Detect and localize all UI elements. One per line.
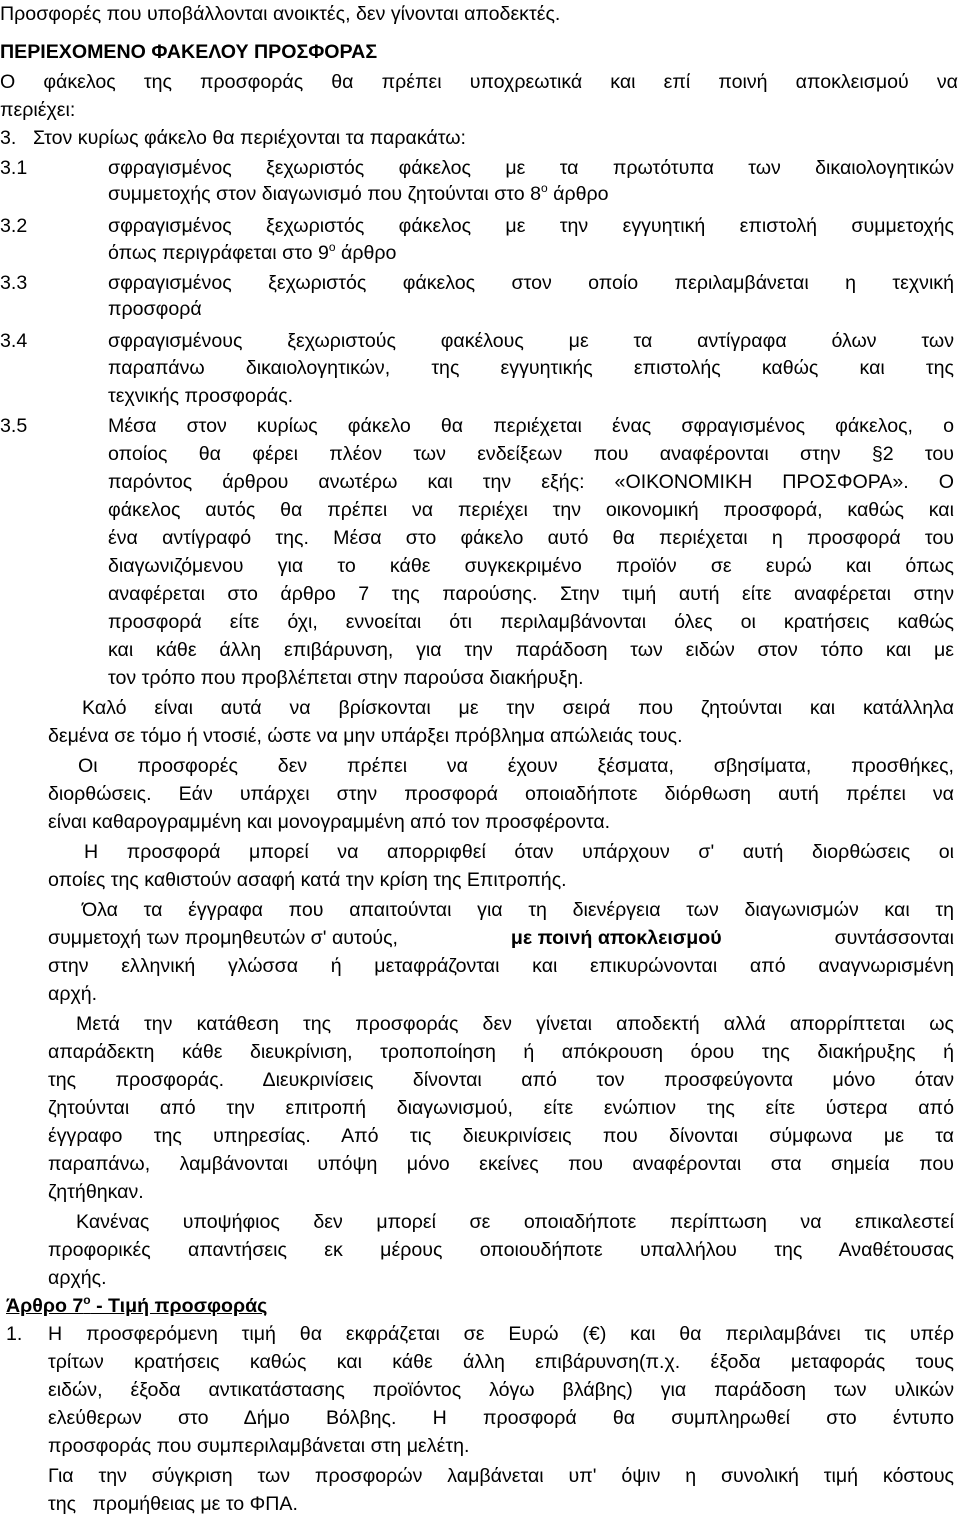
list-number: 1. [6, 1323, 23, 1345]
list-number: 3.4 [0, 330, 28, 352]
text-line: Κανένας υποψήφιος δεν μπορεί σε οποιαδήποτε περίπτωση να επικαλεστεί [76, 1211, 954, 1233]
text-line: προφορικές απαντήσεις εκ μέρους οποιουδήποτε υπαλλήλου της Αναθέτουσας [48, 1239, 954, 1261]
list-number: 3.1 [0, 157, 28, 179]
list-number: 3. [0, 127, 17, 149]
text-line: σφραγισμένους ξεχωριστούς φακέλους με τα αντίγραφα όλων των [108, 330, 954, 352]
text-line: Μέσα στον κυρίως φάκελο θα περιέχεται ένας σφραγισμένος φάκελος, ο [108, 415, 954, 437]
list-number: 3.5 [0, 415, 28, 437]
text-line: όπως περιγράφεται στο $9^o$ άρθρο [108, 240, 397, 264]
text-line: της προμήθειας με το ΦΠΑ. [48, 1493, 298, 1515]
text-line: σφραγισμένος ξεχωριστός φάκελος στον οποίο περιλαμβάνεται η τεχνική [108, 272, 954, 294]
text-line: ένα αντίγραφό της. Μέσα στο φάκελο αυτό θα περιέχεται η προσφορά του [108, 527, 954, 549]
text-line: Μετά την κατάθεση της προσφοράς δεν γίνεται αποδεκτή αλλά απορρίπτεται ως [76, 1013, 954, 1035]
text-line: οποίος θα φέρει πλέον των ενδείξεων που αναφέρονται στην §2 του [108, 443, 954, 465]
text-line: περιέχει: [0, 99, 76, 121]
text-line: Προσφορές που υποβάλλονται ανοικτές, δεν γίνονται αποδεκτές. [0, 3, 561, 25]
text-line: ζητήθηκαν. [48, 1181, 144, 1203]
section-heading: ΠΕΡΙΕΧΟΜΕΝΟ ΦΑΚΕΛΟΥ ΠΡΟΣΦΟΡΑΣ [0, 41, 378, 63]
text-line: προσφορά είτε όχι, εννοείται ότι περιλαμβάνονται όλες οι κρατήσεις καθώς [108, 611, 954, 633]
text-line: τρίτων κρατήσεις καθώς και κάθε άλλη επιβάρυνση(π.χ. έξοδα μεταφοράς τους [48, 1351, 954, 1373]
text-line: συμμετοχής στον διαγωνισμό που ζητούνται στο $8^o$ άρθρο [108, 181, 609, 205]
text-line: Στον κυρίως φάκελο θα περιέχονται τα παρακάτω: [33, 127, 466, 149]
text-line: και κάθε άλλη επιβάρυνση, για την παράδοση των ειδών στον τόπο και με [108, 639, 954, 661]
text-line: ειδών, έξοδα αντικατάστασης προϊόντος λόγω βλάβης) για παράδοση των υλικών [48, 1379, 954, 1401]
text-line: Καλό είναι αυτά να βρίσκονται με την σειρά που ζητούνται και κατάλληλα [82, 697, 954, 719]
text-line: ελεύθερων στο Δήμο Βόλβης. Η προσφορά θα συμπληρωθεί στο έντυπο [48, 1407, 954, 1429]
text-line: είναι καθαρογραμμένη και μονογραμμένη από τον προσφέροντα. [48, 811, 611, 833]
text-line: απαράδεκτη κάθε διευκρίνιση, τροποποίηση ή απόκρουση όρου της διακήρυξης ή [48, 1041, 954, 1063]
text-line: φάκελος αυτός θα πρέπει να περιέχει την οικονομική προσφορά, καθώς και [108, 499, 954, 521]
article-heading: Άρθρο $7^o$ - Τιμή προσφοράς [6, 1293, 268, 1317]
text-line: Για την σύγκριση των προσφορών λαμβάνεται υπ' όψιν η συνολική τιμή κόστους [48, 1465, 954, 1487]
text-line: Η προσφερόμενη τιμή θα εκφράζεται σε Ευρώ (€) και θα περιλαμβάνει τις υπέρ [48, 1323, 954, 1345]
list-number: 3.2 [0, 215, 28, 237]
text-line: σφραγισμένος ξεχωριστός φάκελος με τα πρωτότυπα των δικαιολογητικών [108, 157, 954, 179]
list-number: 3.3 [0, 272, 28, 294]
text-line: προσφορά [108, 298, 202, 320]
text-line: αναφέρεται στο άρθρο 7 της παρούσης. Στην τιμή αυτή είτε αναφέρεται στην [108, 583, 954, 605]
text-line: παραπάνω δικαιολογητικών, της εγγυητικής επιστολής καθώς και της [108, 357, 954, 379]
text-line: παραπάνω, λαμβάνονται υπόψη μόνο εκείνες που αναφέρονται στα σημεία που [48, 1153, 954, 1175]
text-line: σφραγισμένος ξεχωριστός φάκελος με την εγγυητική επιστολή συμμετοχής [108, 215, 954, 237]
text-line: τον τρόπο που προβλέπεται στην παρούσα διακήρυξη. [108, 667, 584, 689]
text-line: προσφοράς που συμπεριλαμβάνεται στη μελέτη. [48, 1435, 470, 1457]
text-line: διορθώσεις. Εάν υπάρχει στην προσφορά οποιαδήποτε διόρθωση αυτή πρέπει να [48, 783, 954, 805]
text-line: Η προσφορά μπορεί να απορριφθεί όταν υπάρχουν σ' αυτή διορθώσεις οι [84, 841, 954, 863]
text-line: οποίες της καθιστούν ασαφή κατά την κρίση της Επιτροπής. [48, 869, 567, 891]
text-line: αρχής. [48, 1267, 107, 1289]
text-line: συμμετοχή των προμηθευτών σ' αυτούς, με ποινή αποκλεισμού συντάσσονται [48, 927, 954, 949]
text-line: αρχή. [48, 983, 98, 1005]
text-line: δεμένα σε τόμο ή ντοσιέ, ώστε να μην υπάρξει πρόβλημα απώλειάς τους. [48, 725, 683, 747]
text-line: Ο φάκελος της προσφοράς θα πρέπει υποχρεωτικά και επί ποινή αποκλεισμού να [0, 71, 958, 93]
text-line: παρόντος άρθρου ανωτέρω και την εξής: «ΟΙΚΟΝΟΜΙΚΗ ΠΡΟΣΦΟΡΑ». Ο [108, 471, 954, 493]
text-line: της προσφοράς. Διευκρινίσεις δίνονται από τον προσφεύγοντα μόνο όταν [48, 1069, 954, 1091]
text-line: έγγραφο της υπηρεσίας. Από τις διευκρινίσεις που δίνονται σύμφωνα με τα [48, 1125, 954, 1147]
text-line: στην ελληνική γλώσσα ή μεταφράζονται και επικυρώνονται από αναγνωρισμένη [48, 955, 954, 977]
text-line: διαγωνιζόμενου για το κάθε συγκεκριμένο προϊόν σε ευρώ και όπως [108, 555, 954, 577]
text-line: τεχνικής προσφοράς. [108, 385, 294, 407]
text-line: Οι προσφορές δεν πρέπει να έχουν ξέσματα, σβησίματα, προσθήκες, [78, 755, 954, 777]
text-line: Όλα τα έγγραφα που απαιτούνται για τη διενέργεια των διαγωνισμών και τη [82, 899, 954, 921]
text-line: ζητούνται από την επιτροπή διαγωνισμού, είτε ενώπιον της είτε ύστερα από [48, 1097, 954, 1119]
